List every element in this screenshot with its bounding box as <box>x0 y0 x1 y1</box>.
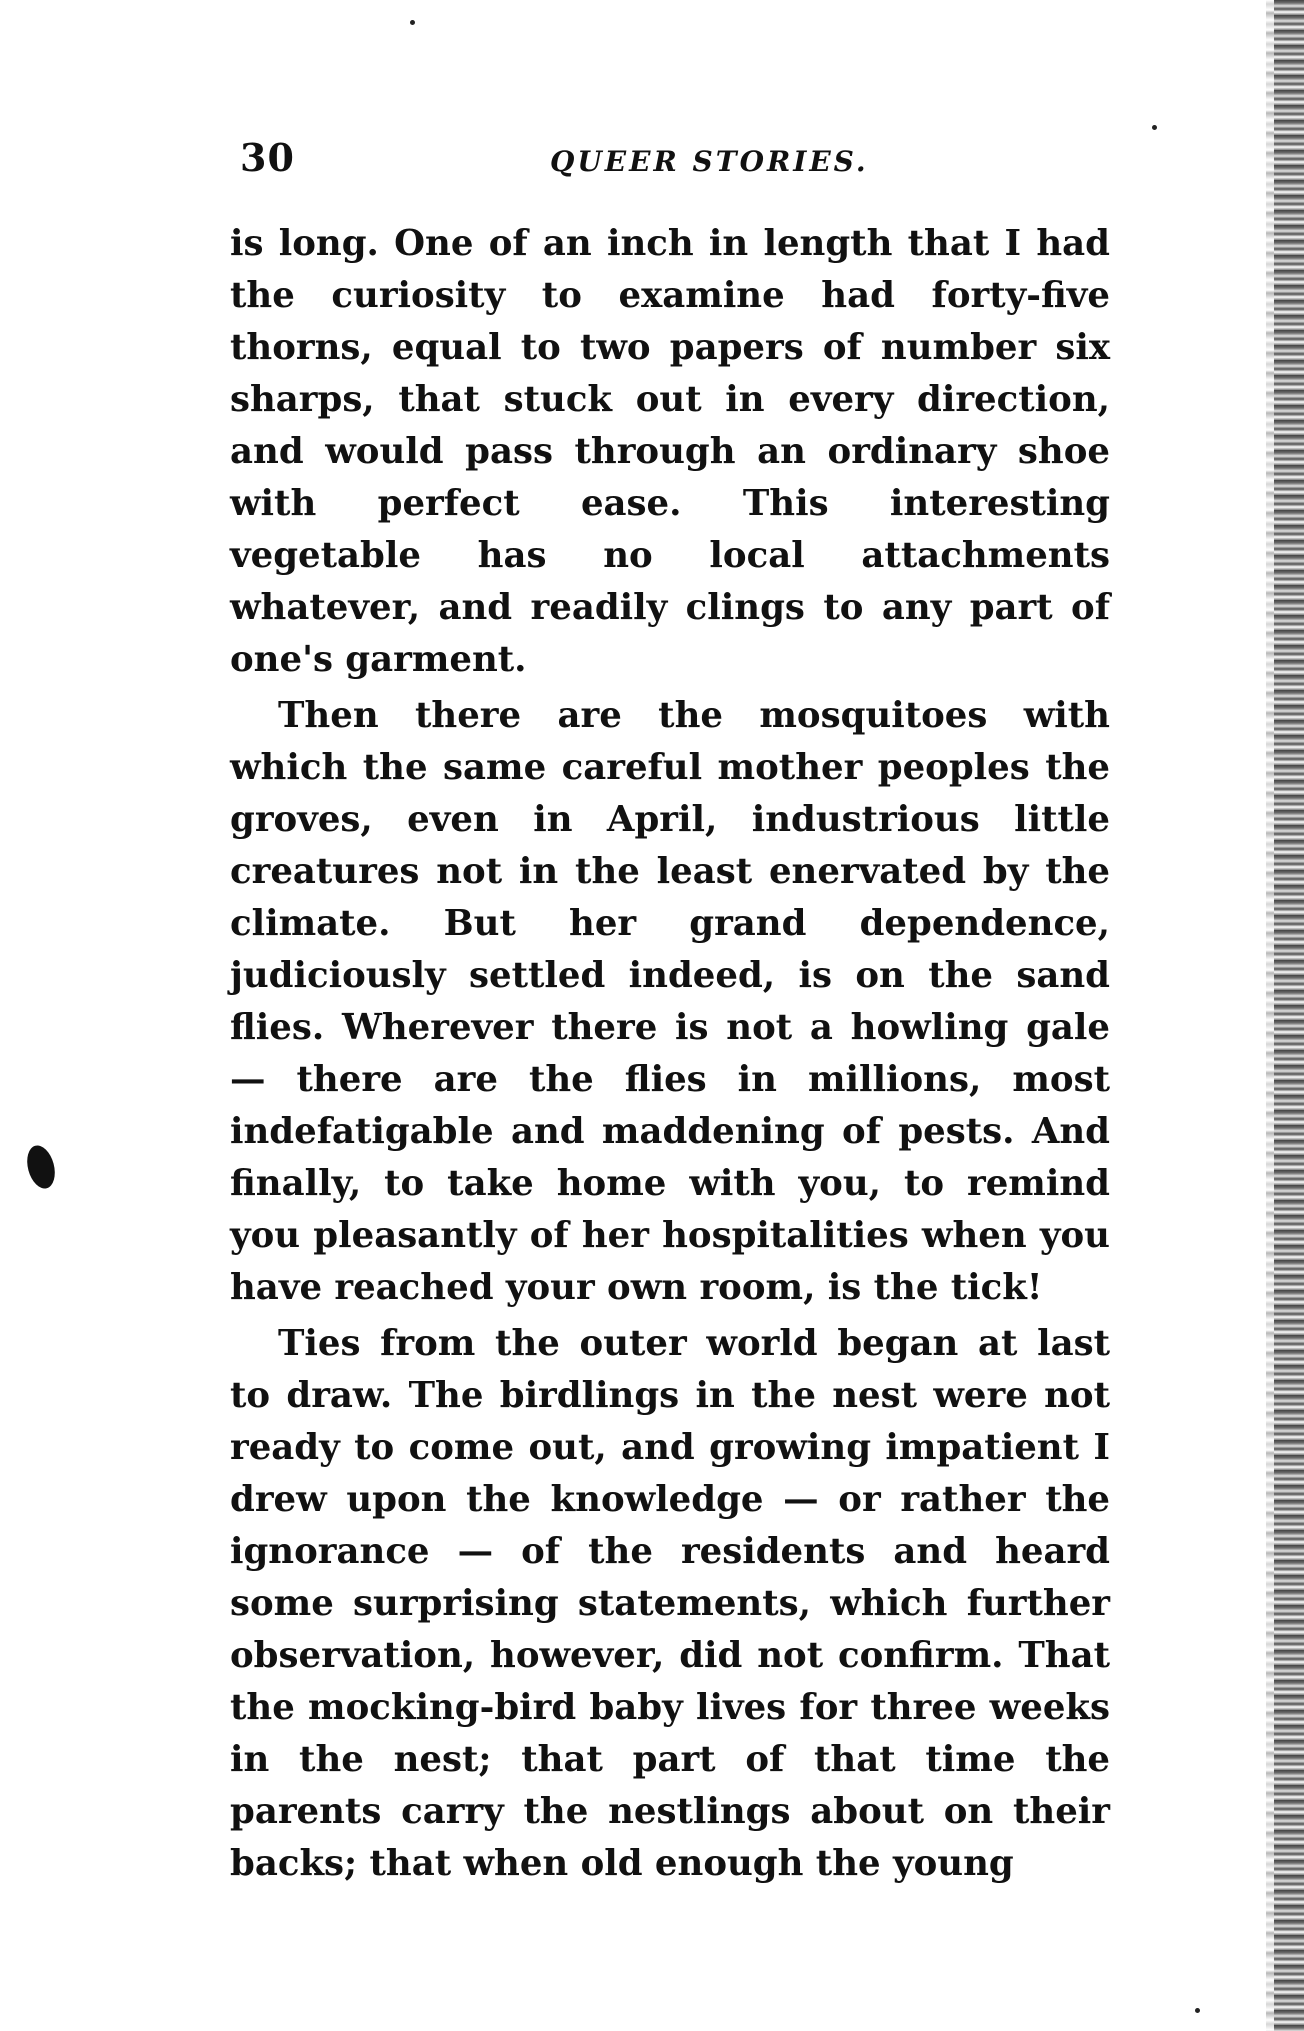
running-head: QUEER STORIES. <box>550 145 869 178</box>
ink-blot <box>23 1142 60 1191</box>
page-edge-texture <box>1266 0 1274 2031</box>
body-text <box>230 218 1110 1894</box>
paragraph: is long. One of an inch in length that I had the curiosity to examine had forty-five thorns, equal to two papers of number six sharps, that stuck out in every direction, and would pass through an ordinary shoe with perfect ease. This interesting vegetable has no local attachments whatever, and readily clings to any part of one's garment. <box>230 223 1110 680</box>
page-header <box>240 135 1140 195</box>
speck-mark <box>1195 2008 1200 2013</box>
paragraph: Then there are the mosquitoes with which the same careful mother peoples the groves, even in April, industrious little creatures not in the least enervated by the climate. But her grand dependence, judiciously settled indeed, is on the sand flies. Wherever there is not a howling gale — there are the flies in millions, most indefatigable and maddening of pests. And finally, to take home with you, to remind you pleasantly of her hospitalities when you have reached your own room, is the tick! <box>230 695 1110 1308</box>
speck-mark <box>410 20 415 25</box>
page-number: 30 <box>240 135 295 180</box>
speck-mark <box>1152 125 1157 130</box>
page-edge-shadow <box>1274 0 1304 2031</box>
paragraph: Ties from the outer world began at last to draw. The birdlings in the nest were not ready to come out, and growing impatient I drew upon the knowledge — or rather the ignorance — of the residents and heard some surprising statements, which further observation, however, did not confirm. That the mocking-bird baby lives for three weeks in the nest; that part of that time the parents carry the nestlings about on their backs; that when old enough the young <box>230 1323 1110 1884</box>
